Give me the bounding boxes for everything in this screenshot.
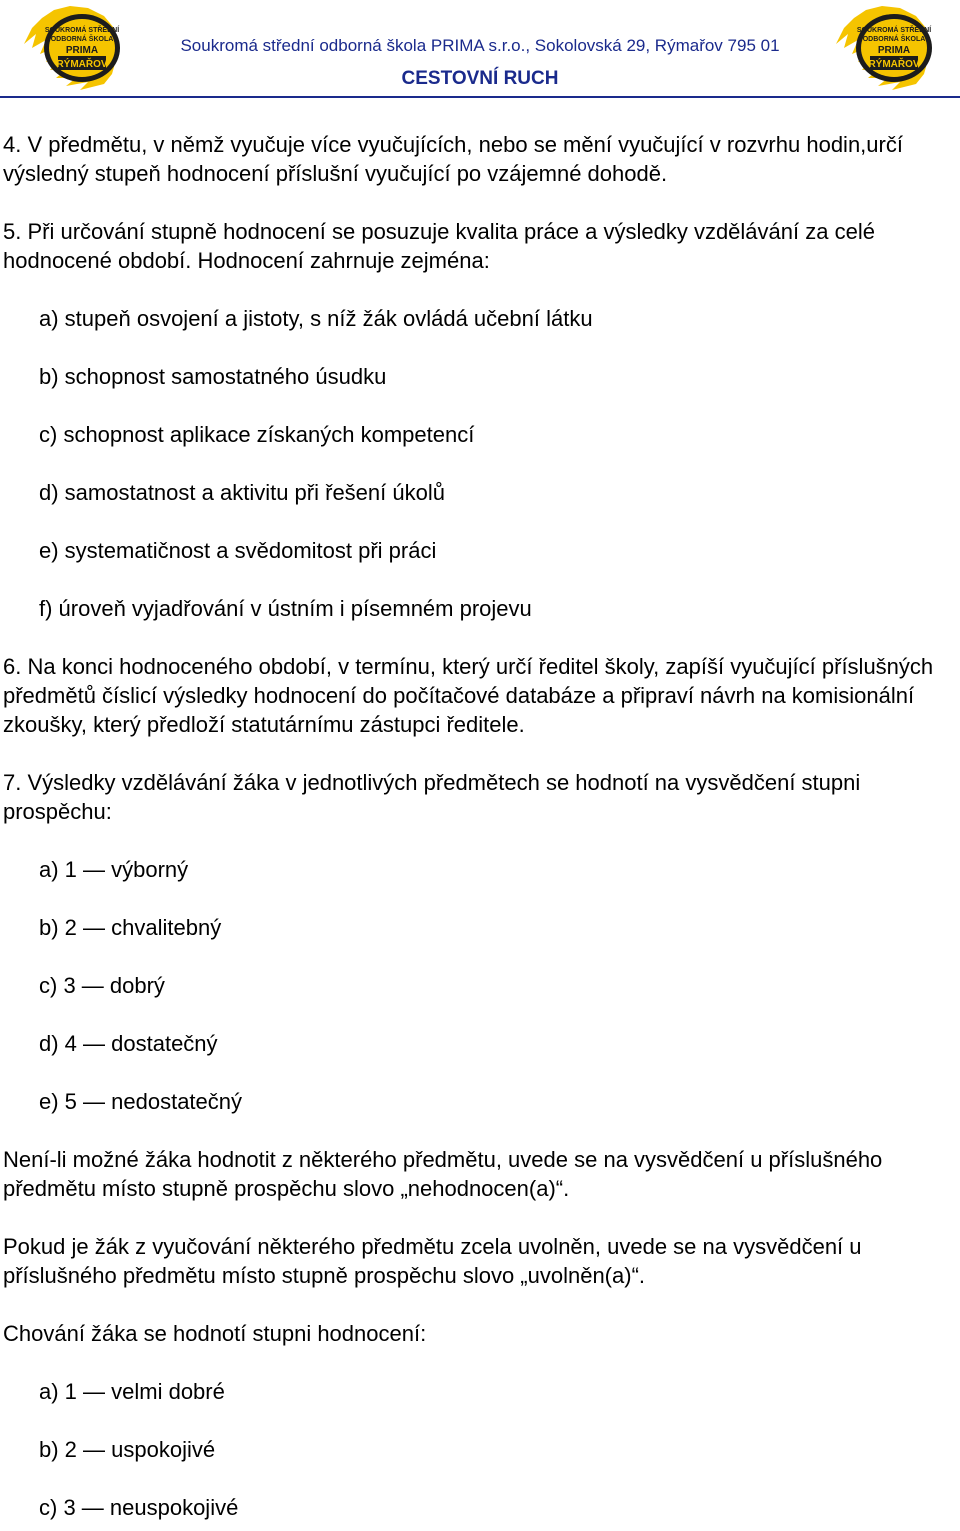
grade-3: c) 3 — dobrý <box>39 973 165 998</box>
paragraph-5: 5. Při určování stupně hodnocení se posuzuje kvalita práce a výsledky vzdělávání za celé hodnocené období. Hodnocení zahrnuje zejména: <box>3 219 875 273</box>
note-unassessed: Není-li možné žáka hodnotit z některého předmětu, uvede se na vysvědčení u příslušného předmětu místo stupně prospěchu slovo „nehodnocen(a)“. <box>3 1147 883 1201</box>
paragraph-6: 6. Na konci hodnoceného období, v termínu, který určí ředitel školy, zapíší vyučující příslušných předmětů číslicí výsledky hodnocení do počítačové databáze a připraví návrh na komisionální zkoušky, který předloží statutárnímu zástupci ředitele. <box>3 654 934 737</box>
svg-text:SOUKROMÁ STŘEDNÍ: SOUKROMÁ STŘEDNÍ <box>856 27 932 34</box>
paragraph-4: 4. V předmětu, v němž vyučuje více vyučujících, nebo se mění vyučující v rozvrhu hodin,určí výsledný stupeň hodnocení příslušní vyučující po vzájemné dohodě. <box>3 132 903 186</box>
note-excused: Pokud je žák z vyučování některého předmětu zcela uvolněn, uvede se na vysvědčení u příslušného předmětu místo stupně prospěchu slovo „uvolněn(a)“. <box>3 1234 862 1288</box>
criterion-d: d) samostatnost a aktivitu při řešení úkolů <box>39 480 445 505</box>
criterion-f: f) úroveň vyjadřování v ústním i písemném projevu <box>39 596 532 621</box>
criterion-c: c) schopnost aplikace získaných kompetencí <box>39 422 475 447</box>
svg-text:PRIMA: PRIMA <box>65 45 99 56</box>
svg-text:PRIMA: PRIMA <box>877 45 911 56</box>
paragraph-7: 7. Výsledky vzdělávání žáka v jednotlivých předmětech se hodnotí na vysvědčení stupni prospěchu: <box>3 770 861 824</box>
document-body <box>3 130 958 1522</box>
svg-text:RÝMAŘOV: RÝMAŘOV <box>868 59 920 70</box>
behavior-grade-3: c) 3 — neuspokojivé <box>39 1495 239 1520</box>
criterion-b: b) schopnost samostatného úsudku <box>39 364 387 389</box>
department-title: CESTOVNÍ RUCH <box>401 68 559 89</box>
header-divider <box>0 96 960 98</box>
svg-text:SOUKROMÁ STŘEDNÍ: SOUKROMÁ STŘEDNÍ <box>44 27 120 34</box>
svg-text:RÝMAŘOV: RÝMAŘOV <box>56 59 108 70</box>
behavior-grade-1: a) 1 — velmi dobré <box>39 1379 225 1404</box>
criterion-e: e) systematičnost a svědomitost při práci <box>39 538 437 563</box>
grade-4: d) 4 — dostatečný <box>39 1031 218 1056</box>
svg-text:ODBORNÁ ŠKOLA: ODBORNÁ ŠKOLA <box>862 36 926 43</box>
grade-2: b) 2 — chvalitebný <box>39 915 222 940</box>
school-address: Soukromá střední odborná škola PRIMA s.r.o., Sokolovská 29, Rýmařov 795 01 <box>180 36 780 55</box>
grade-1: a) 1 — výborný <box>39 857 189 882</box>
behavior-grade-2: b) 2 — uspokojivé <box>39 1437 216 1462</box>
criterion-a: a) stupeň osvojení a jistoty, s níž žák ovládá učební látku <box>39 306 593 331</box>
behavior-intro: Chování žáka se hodnotí stupni hodnocení: <box>3 1321 427 1346</box>
grade-5: e) 5 — nedostatečný <box>39 1089 243 1114</box>
svg-text:ODBORNÁ ŠKOLA: ODBORNÁ ŠKOLA <box>50 36 114 43</box>
